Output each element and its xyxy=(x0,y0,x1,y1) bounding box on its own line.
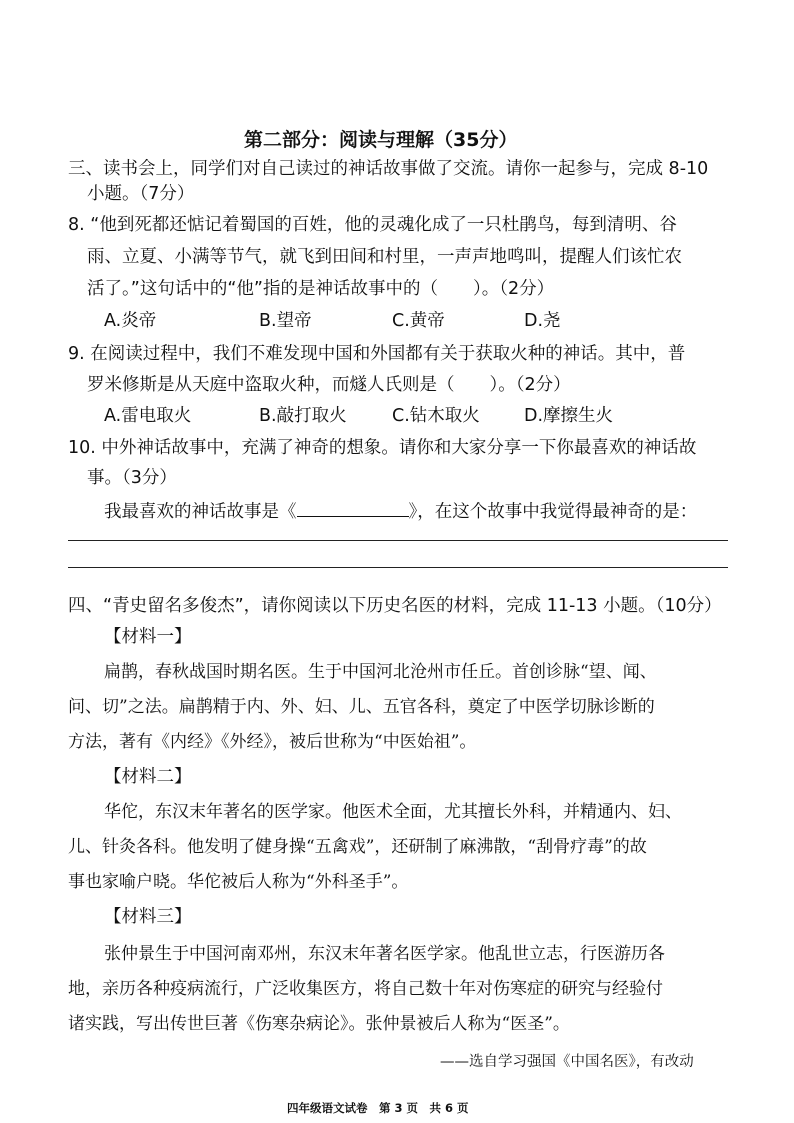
material1-line1: 扁鹊，春秋战国时期名医。生于中国河北沧州市任丘。首创诊脉“望、闻、 xyxy=(104,662,657,682)
q10-answer-suffix: 》，在这个故事中我觉得最神奇的是： xyxy=(408,502,698,522)
q8-option-a: A.炎帝 xyxy=(104,311,157,331)
part3-intro-line1: 三、读书会上，同学们对自己读过的神话故事做了交流。请你一起参与，完成 8-10 xyxy=(68,159,709,179)
q9-line2: 罗米修斯是从天庭中盗取火种，而燧人氏则是（ ）。（2分） xyxy=(87,375,571,395)
material1-line3: 方法，著有《内经》《外经》，被后世称为“中医始祖”。 xyxy=(68,732,477,752)
material2-line1: 华佗，东汉末年著名的医学家。他医术全面，尤其擅长外科，并精通内、妇、 xyxy=(104,802,682,822)
q8-options xyxy=(104,309,561,333)
q8-line2: 雨、立夏、小满等节气，就飞到田间和村里，一声声地鸣叫，提醒人们该忙农 xyxy=(87,247,682,267)
material3-line3: 诸实践，写出传世巨著《伤寒杂病论》。张仲景被后人称为“医圣”。 xyxy=(68,1014,570,1034)
q8-line3: 活了。”这句话中的“他”指的是神话故事中的（ ）。（2分） xyxy=(87,279,555,299)
q10-answer-rule-2[interactable] xyxy=(68,567,728,568)
q10-answer-rule-1[interactable] xyxy=(68,540,728,541)
section-title: 第二部分：阅读与理解（35分） xyxy=(244,129,518,151)
q9-option-a: A.雷电取火 xyxy=(104,406,192,426)
material3-title: 【材料三】 xyxy=(104,907,192,927)
q10-answer-prefix: 我最喜欢的神话故事是《 xyxy=(104,502,297,522)
material1-title: 【材料一】 xyxy=(104,627,192,647)
q9-option-d: D.摩擦生火 xyxy=(524,406,614,426)
part4-intro: 四、“青史留名多俊杰”，请你阅读以下历史名医的材料，完成 11-13 小题。（10分） xyxy=(68,596,722,616)
material2-title: 【材料二】 xyxy=(104,767,192,787)
material3-line2: 地，亲历各种疫病流行，广泛收集医方，将自己数十年对伤寒症的研究与经验付 xyxy=(68,979,663,999)
part3-intro-line2: 小题。（7分） xyxy=(87,184,195,204)
material1-line2: 问、切”之法。扁鹊精于内、外、妇、儿、五官各科，奠定了中医学切脉诊断的 xyxy=(68,697,655,717)
material2-line3: 事也家喻户晓。华佗被后人称为“外科圣手”。 xyxy=(68,872,409,892)
page-footer: 四年级语文试卷 第 3 页 共 6 页 xyxy=(287,1101,469,1115)
q10-line2: 事。（3分） xyxy=(87,468,177,488)
q10-answer-line xyxy=(104,498,697,524)
q9-option-c: C.钻木取火 xyxy=(392,406,480,426)
q9-option-b: B.敲打取火 xyxy=(259,406,347,426)
q8-option-c: C.黄帝 xyxy=(392,311,445,331)
material3-line1: 张仲景生于中国河南邓州，东汉末年著名医学家。他乱世立志，行医游历各 xyxy=(104,944,665,964)
q8-line1: 8. “他到死都还惦记着蜀国的百姓，他的灵魂化成了一只杜鹃鸟，每到清明、谷 xyxy=(68,215,677,235)
q9-line1: 9. 在阅读过程中，我们不难发现中国和外国都有关于获取火种的神话。其中，普 xyxy=(68,344,686,364)
material2-line2: 儿、针灸各科。他发明了健身操“五禽戏”，还研制了麻沸散，“刮骨疗毒”的故 xyxy=(68,837,647,857)
q8-option-b: B.望帝 xyxy=(259,311,312,331)
q8-option-d: D.尧 xyxy=(524,311,561,331)
q9-options xyxy=(104,404,613,428)
source-citation: ——选自学习强国《中国名医》，有改动 xyxy=(440,1054,694,1070)
q10-title-blank[interactable] xyxy=(297,498,409,517)
q10-line1: 10. 中外神话故事中，充满了神奇的想象。请你和大家分享一下你最喜欢的神话故 xyxy=(68,438,697,458)
